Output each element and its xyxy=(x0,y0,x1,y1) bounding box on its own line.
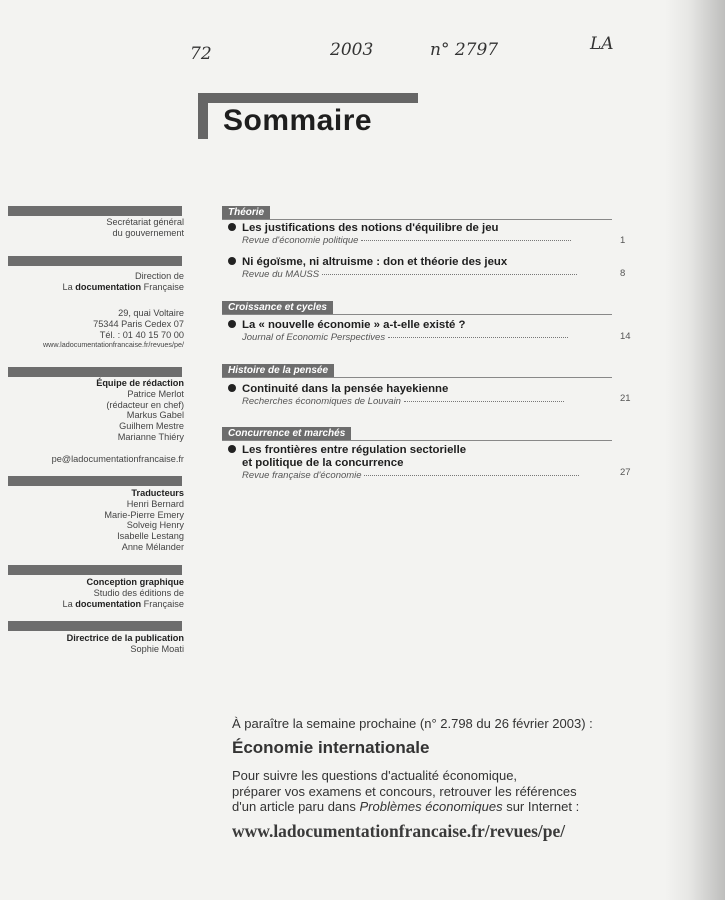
toc-entry[interactable] xyxy=(228,444,628,481)
page-edge-shadow xyxy=(665,0,725,900)
design-text: La xyxy=(62,598,76,609)
sidebar-design xyxy=(8,577,184,609)
director-heading: Directrice de la publication xyxy=(66,633,184,643)
design-text-bold: documentation xyxy=(75,598,142,609)
toc-page-number: 14 xyxy=(620,331,631,342)
promo-line: sur Internet : xyxy=(502,799,580,814)
sidebar-divider xyxy=(8,621,182,631)
sidebar-divider xyxy=(8,367,182,377)
toc-page-number: 27 xyxy=(620,467,631,478)
address-line: 75344 Paris Cedex 07 xyxy=(93,318,184,329)
editorial-email-link[interactable]: pe@ladocumentationfrancaise.fr xyxy=(51,453,184,464)
editorial-member: Markus Gabel xyxy=(126,410,184,421)
translator-name: Isabelle Lestang xyxy=(117,531,184,542)
sidebar-text: du gouvernement xyxy=(112,227,184,238)
sidebar-text: Direction de xyxy=(134,271,184,281)
leader-dots xyxy=(364,475,579,476)
next-issue-announcement: À paraître la semaine prochaine (n° 2.798 du 26 février 2003) : xyxy=(232,716,593,731)
toc-page-number: 21 xyxy=(620,393,631,404)
toc-entry-source: Revue d'économie politique xyxy=(242,235,359,246)
toc-entry-source: Recherches économiques de Louvain xyxy=(242,396,401,407)
editorial-member: (rédacteur en chef) xyxy=(106,399,184,410)
translators-heading: Traducteurs xyxy=(131,488,184,498)
section-rule xyxy=(222,314,612,315)
section-rule xyxy=(222,377,612,378)
toc-entry-title: Les frontières entre régulation sectorielle xyxy=(242,444,467,456)
handwritten-issue-number: n° 2797 xyxy=(430,40,499,60)
bullet-icon xyxy=(228,257,236,265)
bullet-icon xyxy=(228,320,236,328)
sidebar-director xyxy=(8,633,184,655)
leader-dots xyxy=(388,337,568,338)
translator-name: Henri Bernard xyxy=(126,498,184,509)
sidebar-text: Française xyxy=(141,281,184,292)
editorial-heading: Équipe de rédaction xyxy=(96,378,184,388)
toc-entry-title: Continuité dans la pensée hayekienne xyxy=(242,383,449,395)
toc-entry[interactable] xyxy=(228,319,628,343)
sidebar-divider xyxy=(8,256,182,266)
toc-entry-source: Revue française d'économie xyxy=(242,470,362,481)
toc-page-number: 8 xyxy=(620,268,626,279)
next-issue-title: Économie internationale xyxy=(232,738,430,757)
sidebar-text: Secrétariat général xyxy=(106,217,184,227)
sidebar-divider xyxy=(8,476,182,486)
promo-text xyxy=(232,768,652,815)
leader-dots xyxy=(361,240,571,241)
bullet-icon xyxy=(228,384,236,392)
handwritten-note-left: 72 xyxy=(190,44,212,64)
promo-line: d'un article paru dans xyxy=(232,799,360,814)
section-rule xyxy=(222,440,612,441)
section-heading-croissance: Croissance et cycles xyxy=(222,301,333,314)
bullet-icon xyxy=(228,445,236,453)
design-heading: Conception graphique xyxy=(86,577,184,587)
handwritten-initials: LA xyxy=(590,34,614,54)
toc-entry-source: Journal of Economic Perspectives xyxy=(242,332,386,343)
leader-dots xyxy=(404,401,564,402)
website-url-link[interactable]: www.ladocumentationfrancaise.fr/revues/pe/ xyxy=(232,821,566,841)
promo-line: préparer vos examens et concours, retrouver les références xyxy=(232,783,577,799)
address-line: 29, quai Voltaire xyxy=(118,308,184,318)
sidebar-divider xyxy=(8,565,182,575)
promo-line: Pour suivre les questions d'actualité économique, xyxy=(232,768,518,783)
toc-entry-title: Les justifications des notions d'équilibre de jeu xyxy=(242,222,499,234)
section-heading-theorie: Théorie xyxy=(222,206,270,219)
editorial-member: Marianne Thiéry xyxy=(117,431,184,442)
sidebar-editorial xyxy=(8,378,184,465)
handwritten-year: 2003 xyxy=(330,40,374,60)
section-heading-concurrence: Concurrence et marchés xyxy=(222,427,351,440)
toc-entry-title: La « nouvelle économie » a-t-elle existé ? xyxy=(242,319,466,331)
design-text: Studio des éditions de xyxy=(93,587,184,598)
toc-entry[interactable] xyxy=(228,222,628,246)
director-name: Sophie Moati xyxy=(130,643,184,654)
design-text: Française xyxy=(141,598,184,609)
sidebar-text: La xyxy=(62,281,76,292)
sidebar-text-bold: documentation xyxy=(75,281,142,292)
sidebar-direction xyxy=(8,271,184,293)
sidebar-translators xyxy=(8,488,184,553)
bullet-icon xyxy=(228,223,236,231)
promo-journal-name: Problèmes économiques xyxy=(359,799,503,814)
translator-name: Solveig Henry xyxy=(126,520,184,531)
toc-page-number: 1 xyxy=(620,235,626,246)
page-title: Sommaire xyxy=(223,104,373,137)
translator-name: Anne Mélander xyxy=(121,541,184,552)
toc-entry-title: Ni égoïsme, ni altruisme : don et théorie des jeux xyxy=(242,256,508,268)
address-website-link[interactable]: www.ladocumentationfrancaise.fr/revues/pe/ xyxy=(42,340,184,350)
toc-entry-source: Revue du MAUSS xyxy=(242,269,320,280)
toc-entry[interactable] xyxy=(228,383,628,407)
section-rule xyxy=(222,219,612,220)
address-phone: Tél. : 01 40 15 70 00 xyxy=(99,329,184,340)
translator-name: Marie-Pierre Emery xyxy=(104,509,184,520)
section-heading-histoire: Histoire de la pensée xyxy=(222,364,334,377)
sidebar-address xyxy=(8,308,184,351)
editorial-member: Guilhem Mestre xyxy=(119,421,184,432)
sidebar-divider xyxy=(8,206,182,216)
leader-dots xyxy=(322,274,577,275)
toc-entry[interactable] xyxy=(228,256,628,280)
toc-entry-title-cont: et politique de la concurrence xyxy=(242,457,404,469)
sidebar-sgg xyxy=(8,217,184,239)
editorial-member: Patrice Merlot xyxy=(127,388,184,399)
